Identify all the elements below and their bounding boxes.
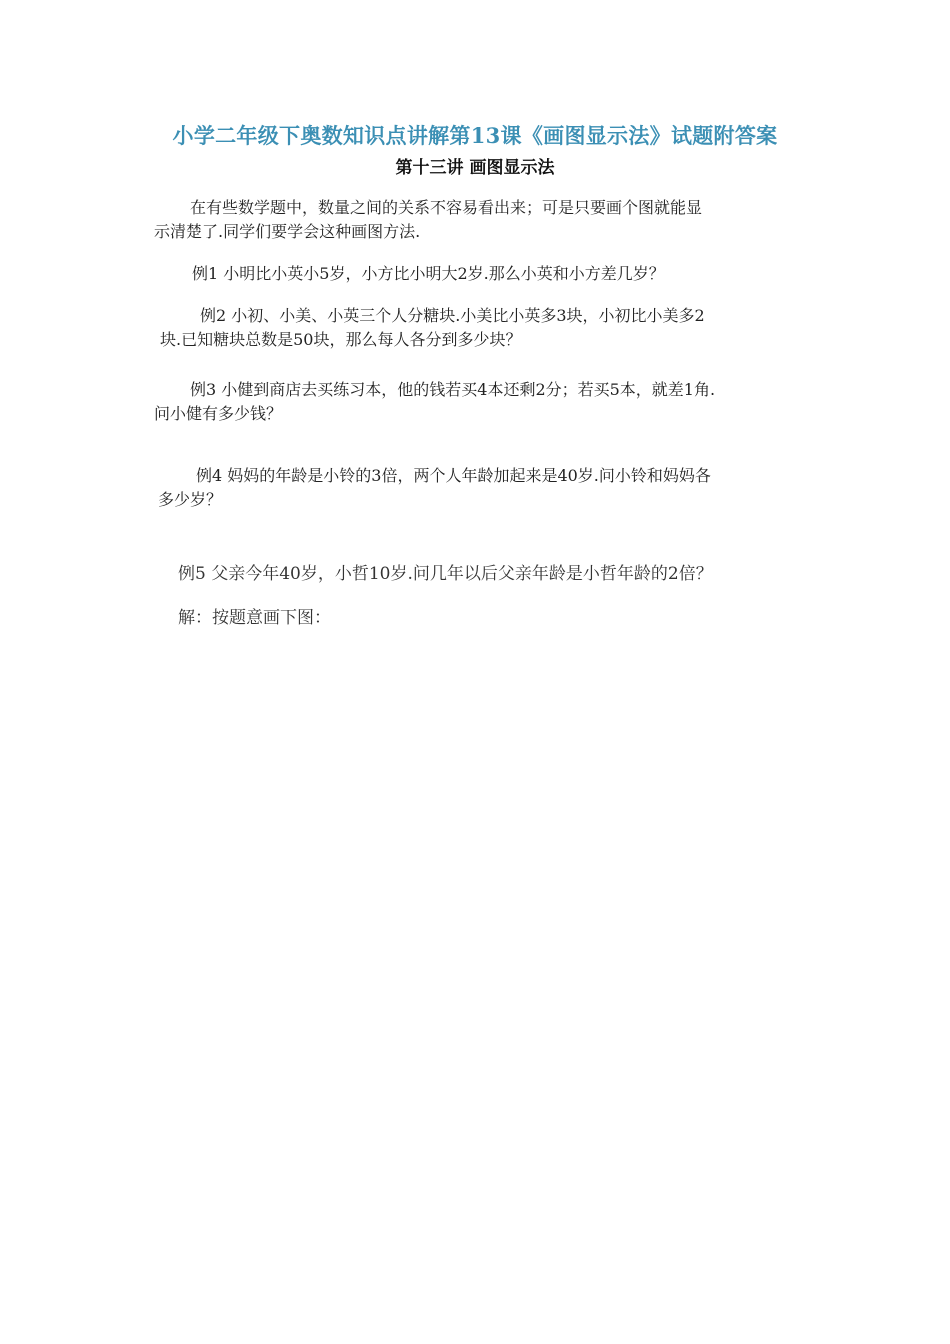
example-3-line-2: 问小健有多少钱？ [154,404,283,423]
example-2-line-2: 块.已知糖块总数是50块，那么每人各分到多少块？ [160,330,522,349]
solution-intro: 解：按题意画下图： [178,608,331,628]
example-3-line-1: 例3 小健到商店去买练习本，他的钱若买4本还剩2分；若买5本，就差1角. [190,380,716,399]
document-title: 小学二年级下奥数知识点讲解第13课《画图显示法》试题附答案 [172,123,778,148]
intro-line-2: 示清楚了.同学们要学会这种画图方法. [154,222,421,241]
example-5-line-1: 例5 父亲今年40岁，小哲10岁.问几年以后父亲年龄是小哲年龄的2倍？ [178,564,713,584]
intro-line-1: 在有些数学题中，数量之间的关系不容易看出来；可是只要画个图就能显 [190,198,703,217]
example-2-line-1: 例2 小初、小美、小英三个人分糖块.小美比小英多3块，小初比小美多2 [200,306,705,325]
lecture-subtitle: 第十三讲 画图显示法 [395,158,555,178]
example-4-line-2: 多少岁？ [158,490,223,509]
example-1-line-1: 例1 小明比小英小5岁，小方比小明大2岁.那么小英和小方差几岁？ [192,264,665,283]
example-4-line-1: 例4 妈妈的年龄是小铃的3倍，两个人年龄加起来是40岁.问小铃和妈妈各 [196,466,711,485]
